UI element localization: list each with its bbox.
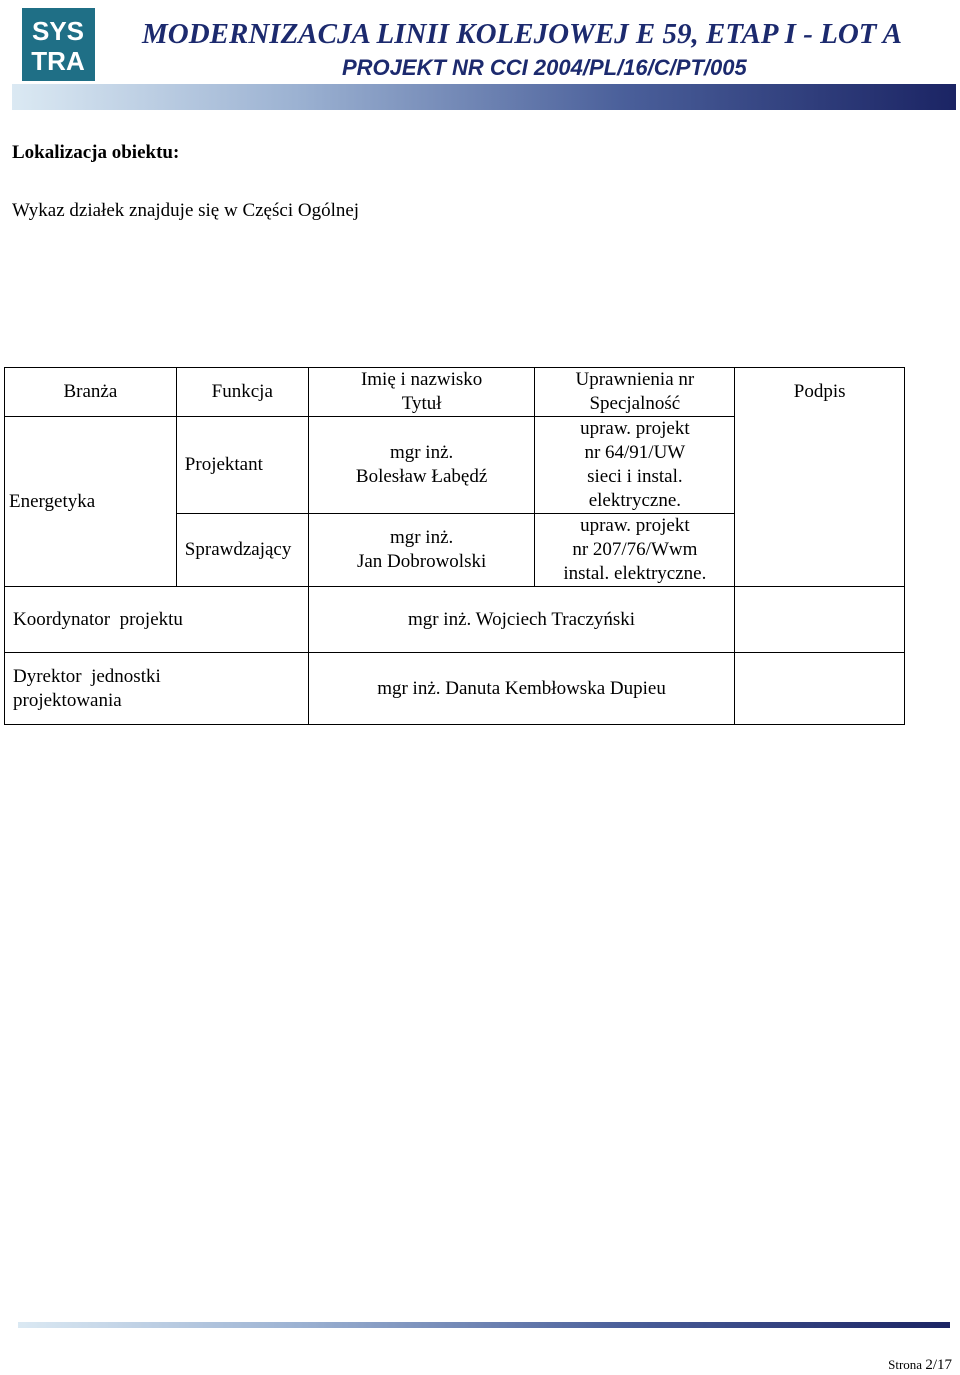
projektant-upraw-line1: upraw. projekt [580,418,690,439]
projektant-title: mgr inż. [389,442,454,463]
name-cell-projektant [308,417,535,514]
koordynator-podpis [735,587,905,653]
sprawdzajacy-upraw-line2: nr 207/76/Wwm [572,539,698,560]
page-label: Strona [888,1357,923,1372]
staff-table [4,367,905,725]
role-cell-projektant: Projektant [176,417,308,514]
page-total: /17 [932,1357,952,1373]
sprawdzajacy-name: Jan Dobrowolski [356,551,487,572]
logo-text-top: SYS [31,16,85,46]
dyrektor-name: mgr inż. Danuta Kembłowska Dupieu [308,653,734,725]
projektant-upraw-line3: sieci i instal. [587,466,683,487]
dyrektor-podpis [735,653,905,725]
header-branza: Branża [5,368,177,417]
upraw-cell-sprawdzajacy [535,514,735,587]
page-current: 2 [925,1357,933,1373]
project-number: PROJEKT NR CCI 2004/PL/16/C/PT/005 [342,55,747,80]
name-cell-sprawdzajacy [308,514,535,587]
koordynator-name: mgr inż. Wojciech Traczyński [308,587,734,653]
table-header-row [5,368,905,417]
header-upraw-line2: Specjalność [589,393,681,414]
projektant-upraw-line4: elektryczne. [588,490,682,511]
logo-text-bottom: TRA [31,46,85,76]
header-imie-line2: Tytuł [401,393,442,414]
header-funkcja: Funkcja [176,368,308,417]
location-label: Lokalizacja obiektu: [12,142,180,163]
koordynator-label: Koordynator projektu [5,587,309,653]
projektant-upraw-line2: nr 64/91/UW [584,442,686,463]
document-title: MODERNIZACJA LINII KOLEJOWEJ E 59, ETAP I - LOT A [142,18,903,50]
dyrektor-label [5,653,309,725]
projektant-name: Bolesław Łabędź [355,466,488,487]
branch-cell: Energetyka [5,417,177,587]
koordynator-row [5,587,905,653]
header-imie [308,368,535,417]
sprawdzajacy-title: mgr inż. [389,527,454,548]
header-uprawnienia [535,368,735,417]
upraw-cell-projektant [535,417,735,514]
page-number [888,1357,952,1374]
header-upraw-line1: Uprawnienia nr [575,369,695,390]
dyrektor-label-line2: projektowania [13,689,122,711]
dyrektor-label-line1: Dyrektor jednostki [13,665,161,687]
sprawdzajacy-upraw-line1: upraw. projekt [580,515,690,536]
role-cell-sprawdzajacy: Sprawdzający [176,514,308,587]
header-podpis [735,368,905,587]
header-podpis-label: Podpis [793,381,846,402]
systra-logo-graphic [22,8,95,81]
footer-gradient-bar [18,1322,950,1328]
header-gradient-bar [12,84,956,110]
systra-logo [22,8,95,81]
header-imie-line1: Imię i nazwisko [360,369,483,390]
sprawdzajacy-upraw-line3: instal. elektryczne. [563,563,707,584]
dyrektor-row [5,653,905,725]
location-text: Wykaz działek znajduje się w Części Ogólnej [12,200,360,221]
